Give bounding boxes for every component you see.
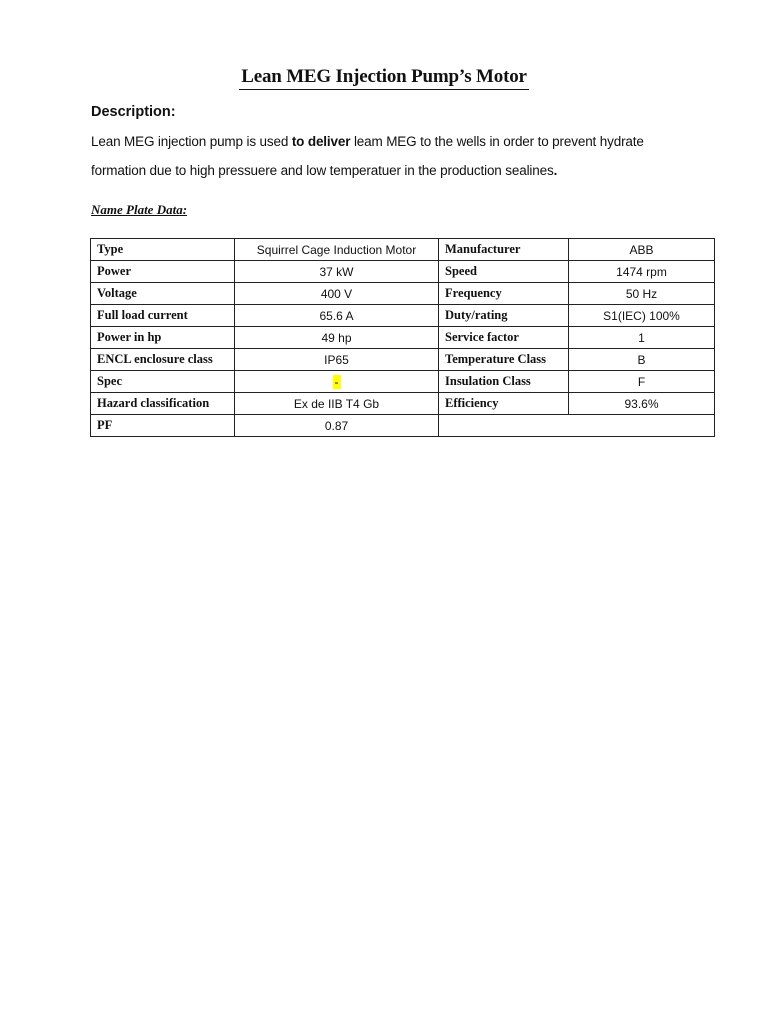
- nameplate-heading: Name Plate Data:: [91, 202, 188, 217]
- table-row: [91, 393, 715, 415]
- description-text: Lean MEG injection pump is used: [91, 134, 292, 149]
- nameplate-label: Power: [91, 261, 235, 283]
- nameplate-value: 49 hp: [235, 327, 439, 349]
- nameplate-value: 1474 rpm: [569, 261, 715, 283]
- description-period: .: [553, 163, 558, 178]
- nameplate-value: S1(IEC) 100%: [569, 305, 715, 327]
- nameplate-label: Speed: [439, 261, 569, 283]
- nameplate-value: Ex de IIB T4 Gb: [235, 393, 439, 415]
- table-row: [91, 305, 715, 327]
- nameplate-label: Manufacturer: [439, 239, 569, 261]
- description-heading: Description:: [91, 104, 176, 120]
- description-line-2: [91, 163, 557, 178]
- nameplate-label: Type: [91, 239, 235, 261]
- table-row: [91, 415, 715, 437]
- nameplate-value: 0.87: [235, 415, 439, 437]
- nameplate-value: Squirrel Cage Induction Motor: [235, 239, 439, 261]
- nameplate-value: 1: [569, 327, 715, 349]
- nameplate-label: Efficiency: [439, 393, 569, 415]
- table-row: [91, 283, 715, 305]
- nameplate-label: Spec: [91, 371, 235, 393]
- page-title-text: Lean MEG Injection Pump’s Motor: [239, 66, 528, 90]
- nameplate-label: ENCL enclosure class: [91, 349, 235, 371]
- highlight-mark: -: [334, 374, 339, 389]
- nameplate-label: Hazard classification: [91, 393, 235, 415]
- nameplate-value: F: [569, 371, 715, 393]
- nameplate-value: B: [569, 349, 715, 371]
- nameplate-label: Temperature Class: [439, 349, 569, 371]
- table-row: [91, 261, 715, 283]
- nameplate-label: Voltage: [91, 283, 235, 305]
- nameplate-label: Full load current: [91, 305, 235, 327]
- description-line-1: [91, 134, 644, 149]
- nameplate-value: 93.6%: [569, 393, 715, 415]
- nameplate-value: 400 V: [235, 283, 439, 305]
- nameplate-label: Duty/rating: [439, 305, 569, 327]
- table-row: [91, 239, 715, 261]
- nameplate-value: ABB: [569, 239, 715, 261]
- nameplate-label: Insulation Class: [439, 371, 569, 393]
- nameplate-value: 65.6 A: [235, 305, 439, 327]
- nameplate-value: IP65: [235, 349, 439, 371]
- nameplate-value-highlighted: [235, 371, 439, 393]
- page-title: [0, 66, 768, 88]
- description-emphasis: to deliver: [291, 134, 351, 149]
- nameplate-label: PF: [91, 415, 235, 437]
- description-text: formation due to high pressuere and low temperatuer in the production sealines: [91, 163, 554, 178]
- nameplate-table: [90, 238, 715, 437]
- nameplate-value: 50 Hz: [569, 283, 715, 305]
- nameplate-label: Frequency: [439, 283, 569, 305]
- empty-cell: [439, 415, 715, 437]
- description-text: leam MEG to the wells in order to prevent hydrate: [350, 134, 644, 149]
- nameplate-label: Service factor: [439, 327, 569, 349]
- nameplate-label: Power in hp: [91, 327, 235, 349]
- table-row: [91, 349, 715, 371]
- nameplate-value: 37 kW: [235, 261, 439, 283]
- table-row: [91, 327, 715, 349]
- table-row: [91, 371, 715, 393]
